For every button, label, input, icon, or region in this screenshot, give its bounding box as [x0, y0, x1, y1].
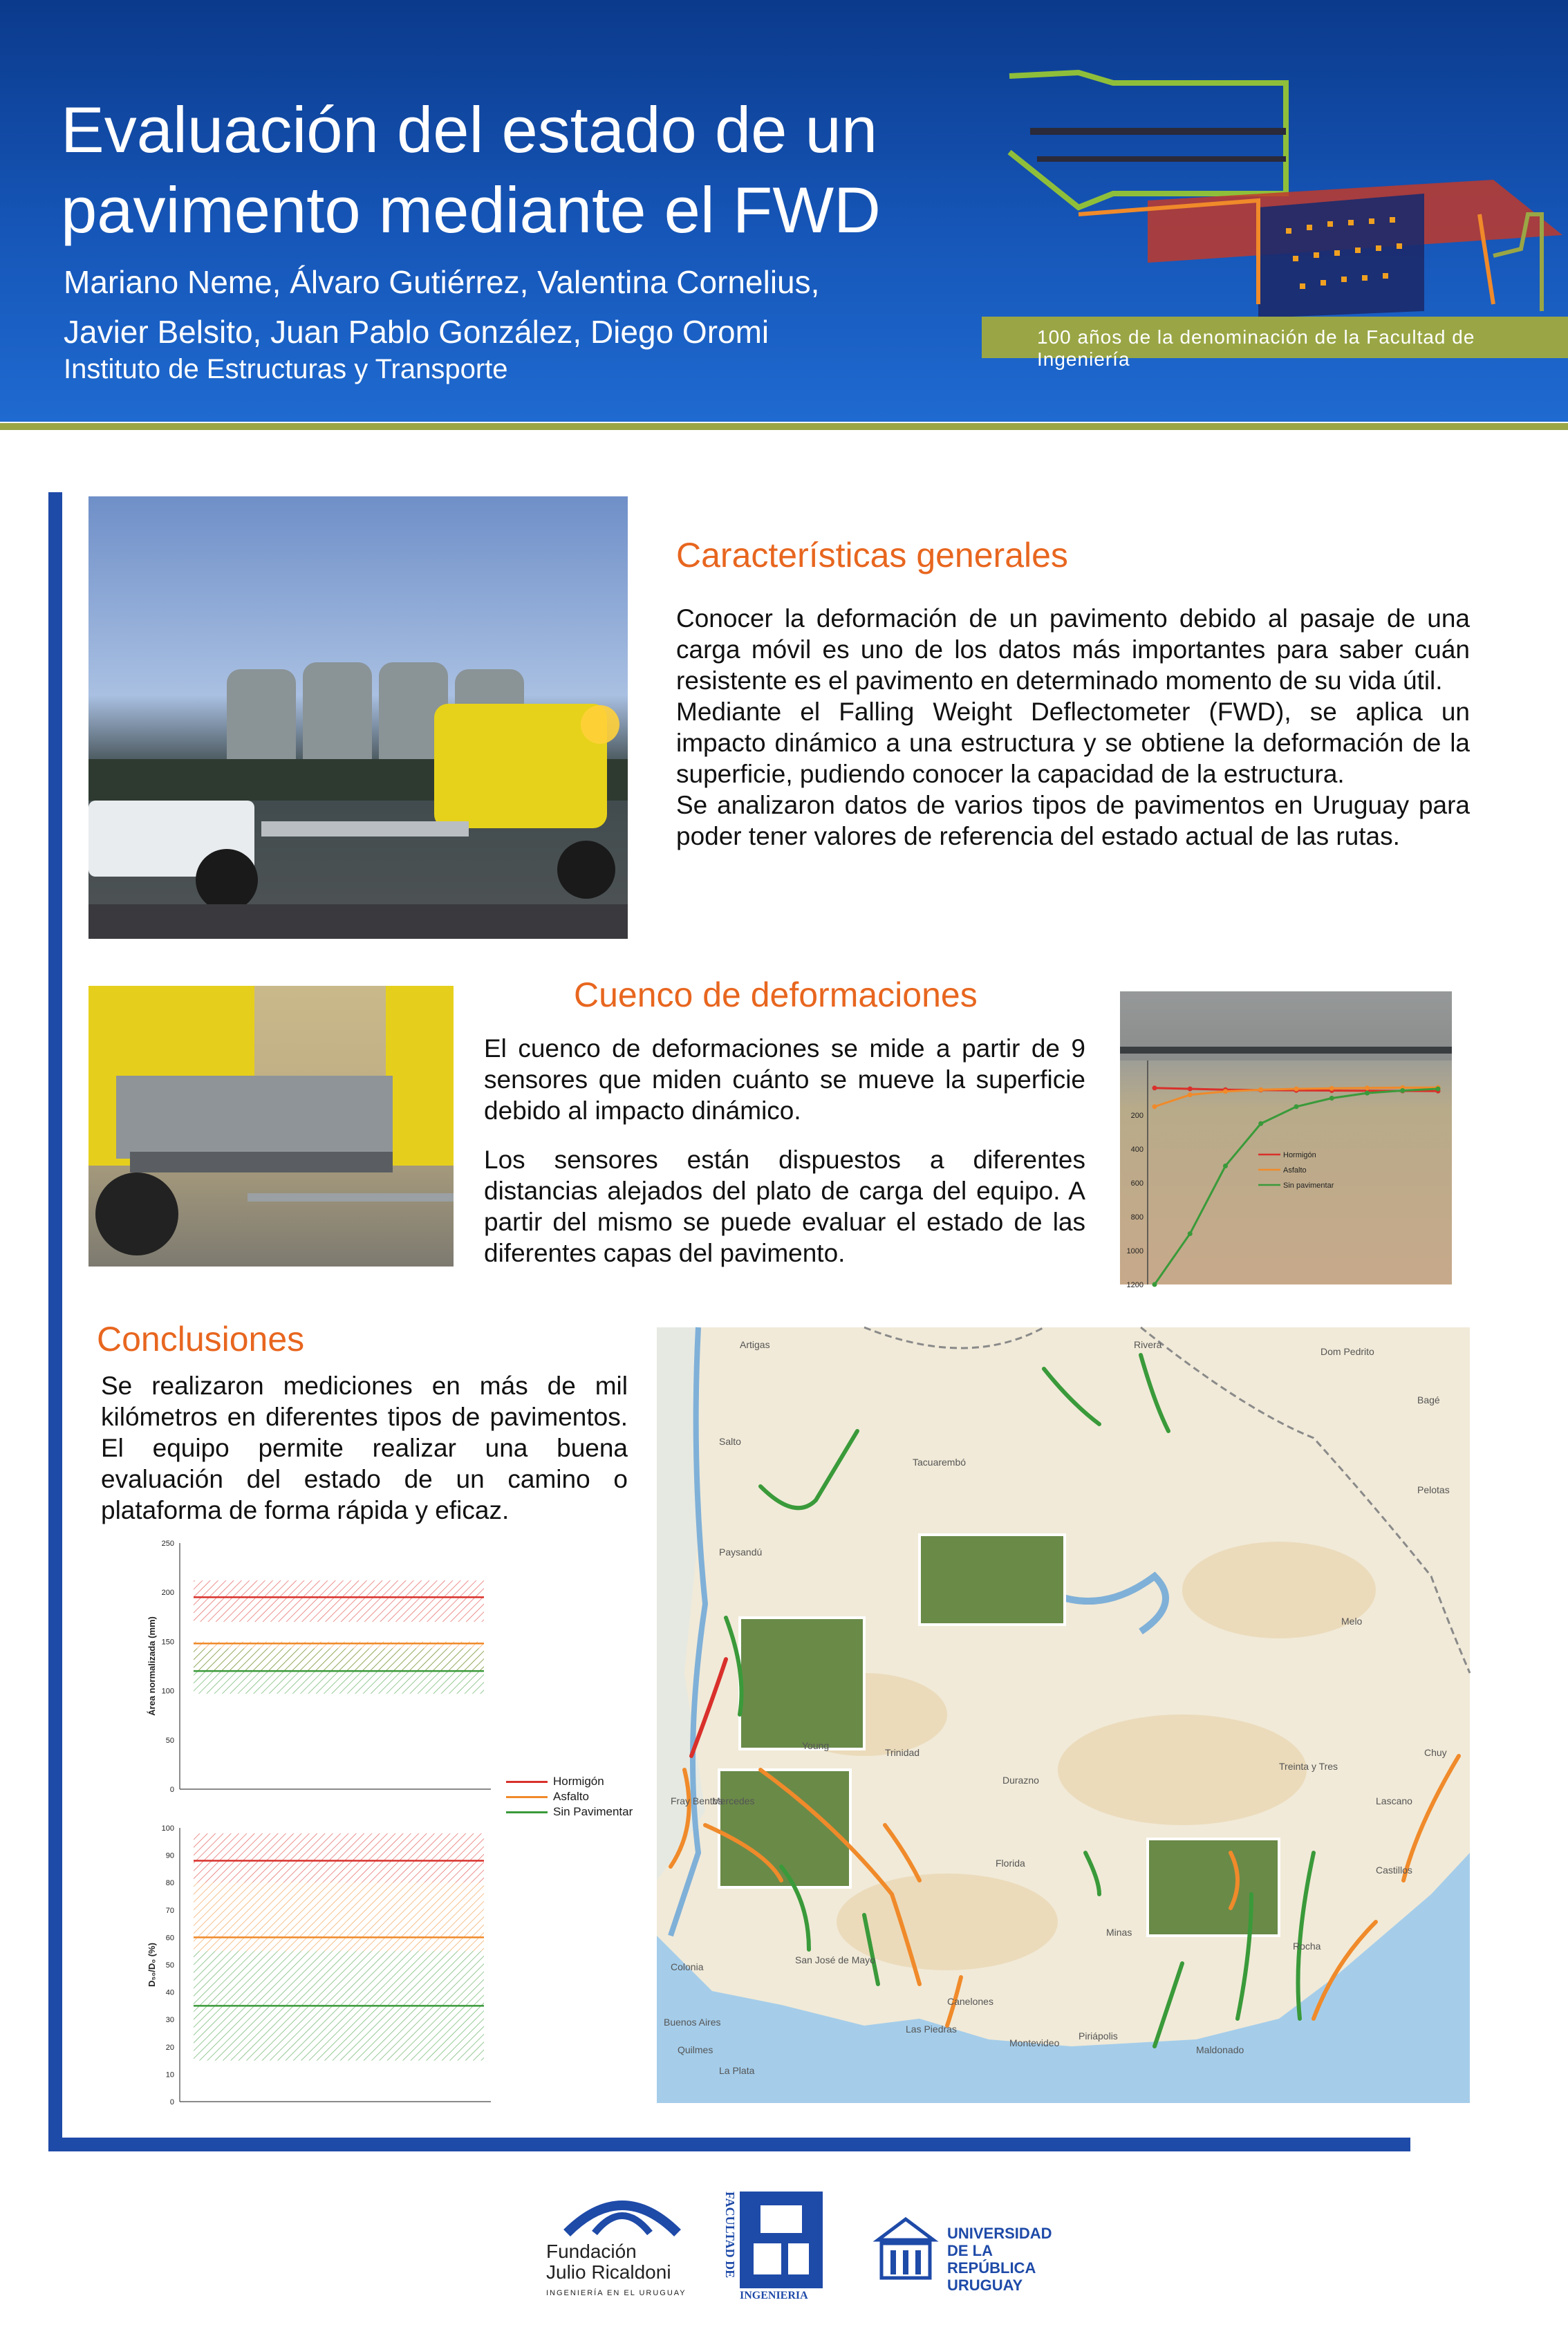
map-city-label: Quilmes: [678, 2044, 713, 2055]
deflection-point: [1329, 1096, 1334, 1101]
map-route: [1044, 1369, 1099, 1424]
deflection-basin-chart: [1120, 991, 1452, 1289]
section-text-cuenco: El cuenco de deformaciones se mide a partir de 9 sensores que miden cuánto se mueve la superficie debido al impacto dinámico. Los sensores están dispuestos a diferentes distancias alejados del plato de carga del equipo. A partir del mismo se puede evaluar el estado de las diferentes capas del pavimento.: [484, 1034, 1085, 1267]
map-route: [760, 1431, 857, 1508]
band-y-tick: 250: [161, 1540, 174, 1548]
deflection-point: [1329, 1086, 1334, 1091]
map-city-label: Maldonado: [1196, 2044, 1244, 2055]
map-city-label: Young: [802, 1740, 830, 1751]
fwd-trailer-photo: [88, 496, 628, 939]
map-city-label: Rivera: [1134, 1339, 1162, 1350]
section-text-caracteristicas: Conocer la deformación de un pavimento debido al pasaje de una carga móvil es uno de los datos más importantes para saber cuán resistente es el pavimento en determinado momento de su vida útil. Mediante el Falling Weight Deflectometer (FWD), se aplica un impacto dinámico a una estructura y se obtiene la deformación de la superficie, pudiendo conocer la capacidad de la estructura. Se analizaron datos de varios tipos de pavimentos en Uruguay para poder tener valores de referencia del estado actual de las rutas.: [676, 604, 1470, 850]
section-text-conclusiones: Se realizaron mediciones en más de mil kilómetros en diferentes tipos de pavimentos. El equipo permite realizar una buena evaluación del estado de un camino o plataforma de forma rápida y eficaz.: [101, 1372, 628, 1524]
map-city-label: Paysandú: [719, 1547, 763, 1558]
band-charts: [138, 1535, 512, 2109]
map-city-label: Florida: [996, 1858, 1025, 1869]
band-y-tick: 100: [161, 1687, 174, 1696]
deflection-point: [1152, 1104, 1157, 1109]
map-city-label: San José de Mayo: [795, 1954, 875, 1965]
section-title-cuenco: Cuenco de deformaciones: [574, 975, 978, 1014]
deflection-point: [1188, 1231, 1193, 1236]
map-city-label: Artigas: [740, 1339, 770, 1350]
map-city-label: Castillos: [1376, 1865, 1412, 1876]
map-city-label: Pelotas: [1417, 1484, 1450, 1495]
map-city-label: Dom Pedrito: [1320, 1346, 1374, 1357]
deflection-y-tick: 200: [1130, 1112, 1144, 1120]
map-city-label: Fray Bentos: [671, 1795, 723, 1806]
deflection-point: [1294, 1104, 1299, 1109]
map-city-label: Montevideo: [1009, 2037, 1060, 2048]
legend-item-sin-pavimentar: Sin Pavimentar: [506, 1804, 633, 1820]
udelar-logo: [871, 2212, 940, 2288]
band-y-tick: 40: [165, 1988, 174, 1997]
band-y-tick: 60: [165, 1934, 174, 1943]
deflection-point: [1365, 1091, 1370, 1096]
map-city-label: Chuy: [1424, 1747, 1447, 1758]
fundacion-text: Fundación Julio Ricaldoni INGENIERÍA EN EL URUGUAY: [546, 2241, 687, 2297]
band-y-tick: 0: [169, 1786, 174, 1794]
deflection-point: [1258, 1121, 1263, 1126]
band-y-tick: 20: [165, 2043, 174, 2052]
deflection-point: [1258, 1087, 1263, 1092]
map-city-label: La Plata: [719, 2065, 755, 2076]
udelar-text: UNIVERSIDAD DE LA REPÚBLICA URUGUAY: [947, 2225, 1052, 2294]
map-city-label: Treinta y Tres: [1279, 1761, 1338, 1772]
map-city-label: Piriápolis: [1079, 2030, 1118, 2041]
deflection-y-tick: 800: [1130, 1213, 1144, 1222]
band-area: [194, 1580, 484, 1622]
map-route: [1403, 1756, 1459, 1880]
deflection-point: [1188, 1087, 1193, 1092]
map-city-label: Lascano: [1376, 1795, 1412, 1806]
deflection-legend-label: Sin pavimentar: [1283, 1181, 1334, 1190]
authors: Mariano Neme, Álvaro Gutiérrez, Valentina Cornelius, Javier Belsito, Juan Pablo González, Diego Oromi: [64, 264, 820, 350]
band-y-tick: 70: [165, 1906, 174, 1915]
deflection-legend-label: Asfalto: [1283, 1166, 1307, 1175]
band-y-label: D₅₀/D₀ (%): [147, 1943, 157, 1987]
map-city-label: Bagé: [1417, 1394, 1440, 1405]
band-y-tick: 100: [161, 1824, 174, 1833]
building-illustration: [996, 55, 1562, 318]
deflection-point: [1223, 1164, 1228, 1168]
map-city-label: Mercedes: [712, 1795, 755, 1806]
map-route: [1085, 1853, 1099, 1894]
chart-legend: [506, 1774, 633, 1820]
fundacion-ricaldoni-logo: [553, 2185, 691, 2240]
legend-item-asfalto: Asfalto: [506, 1789, 633, 1804]
section-title-caracteristicas: Características generales: [676, 536, 1068, 574]
header-divider: [0, 423, 1568, 430]
map-city-label: Las Piedras: [906, 2024, 957, 2035]
map-route: [1298, 1853, 1314, 2019]
deflection-point: [1188, 1092, 1193, 1097]
map-route: [1141, 1355, 1168, 1431]
map-city-label: Durazno: [1002, 1775, 1039, 1786]
band-y-tick: 0: [169, 2098, 174, 2106]
deflection-point: [1436, 1087, 1441, 1092]
deflection-legend-label: Hormigón: [1283, 1151, 1316, 1159]
deflection-point: [1400, 1088, 1405, 1093]
band-y-tick: 150: [161, 1638, 174, 1647]
poster-title: Evaluación del estado de un pavimento mediante el FWD: [61, 93, 881, 246]
map-city-label: Buenos Aires: [664, 2017, 721, 2028]
deflection-point: [1365, 1085, 1370, 1090]
band-y-tick: 200: [161, 1589, 174, 1598]
map-city-label: Melo: [1341, 1616, 1363, 1627]
deflection-y-tick: 1000: [1126, 1247, 1144, 1255]
band-area: [194, 1882, 484, 1951]
fing-side-text: FACULTAD DE: [723, 2192, 737, 2279]
anniversary-text: 100 años de la denominación de la Facultad de Ingeniería: [1037, 326, 1475, 370]
deflection-y-tick: 600: [1130, 1179, 1144, 1188]
map-city-label: Colonia: [671, 1961, 704, 1972]
deflection-point: [1152, 1085, 1157, 1090]
band-y-tick: 80: [165, 1879, 174, 1888]
fing-logo: [740, 2192, 823, 2288]
logos-footer: [539, 2185, 1079, 2309]
deflection-point: [1294, 1087, 1299, 1092]
band-y-tick: 50: [165, 1736, 174, 1745]
map-route: [1155, 1963, 1182, 2046]
band-y-tick: 10: [165, 2071, 174, 2080]
band-y-tick: 90: [165, 1851, 174, 1860]
fing-text: INGENIERIA: [740, 2290, 808, 2301]
band-y-label: Área normalizada (mm): [147, 1616, 157, 1716]
legend-item-hormigon: Hormigón: [506, 1774, 633, 1789]
deflection-y-tick: 400: [1130, 1146, 1144, 1154]
map-city-label: Rocha: [1293, 1941, 1321, 1952]
section-title-conclusiones: Conclusiones: [97, 1320, 305, 1358]
band-y-tick: 50: [165, 1961, 174, 1970]
uruguay-map: [657, 1327, 1470, 2103]
map-route: [885, 1825, 920, 1880]
band-area: [194, 1833, 484, 1882]
map-city-label: Trinidad: [885, 1747, 920, 1758]
institute: Instituto de Estructuras y Transporte: [64, 354, 508, 384]
map-city-label: Canelones: [947, 1996, 993, 2007]
map-city-label: Minas: [1106, 1927, 1132, 1938]
deflection-point: [1152, 1282, 1157, 1287]
band-y-tick: 30: [165, 2016, 174, 2025]
frame-bottom-border: [48, 2138, 1410, 2151]
frame-left-border: [48, 492, 62, 2151]
deflection-y-tick: 1200: [1126, 1281, 1144, 1289]
map-city-label: Salto: [719, 1436, 741, 1447]
map-city-label: Tacuarembó: [913, 1457, 967, 1468]
deflection-point: [1223, 1089, 1228, 1094]
fwd-sensors-photo: [88, 986, 454, 1267]
